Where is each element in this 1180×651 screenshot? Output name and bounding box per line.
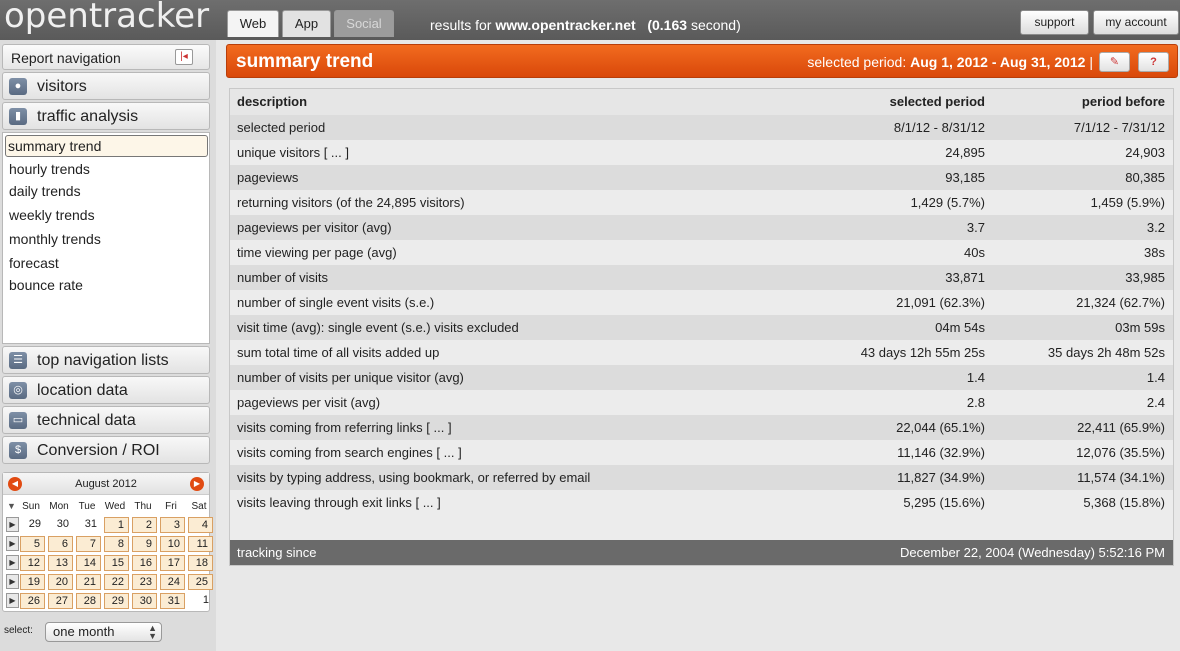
- row-selected-period: 43 days 12h 55m 25s: [860, 345, 985, 360]
- results-info: [430, 17, 741, 33]
- table-row: [230, 140, 1173, 165]
- tracking-since-row: [230, 540, 1173, 565]
- row-period-before: 11,574 (34.1%): [1077, 470, 1165, 485]
- row-description: pageviews per visitor (avg): [237, 220, 392, 235]
- calendar-day[interactable]: 29: [28, 518, 41, 530]
- row-selected-period: 33,871: [945, 270, 985, 285]
- calendar-day[interactable]: 30: [132, 593, 157, 609]
- calendar-day[interactable]: 17: [160, 555, 185, 571]
- row-description: visit time (avg): single event (s.e.) visits excluded: [237, 320, 519, 335]
- bar-chart-icon: ▮: [9, 108, 27, 125]
- period-select[interactable]: [45, 622, 162, 642]
- row-description: visits by typing address, using bookmark, or referred by email: [237, 470, 591, 485]
- calendar-day[interactable]: 22: [104, 574, 129, 590]
- table-row: [230, 315, 1173, 340]
- report-navigation-header: [2, 44, 210, 70]
- support-button[interactable]: support: [1020, 10, 1089, 35]
- column-header-period-before: period before: [1081, 94, 1165, 109]
- dollar-icon: $: [9, 442, 27, 459]
- row-period-before: 5,368 (15.8%): [1083, 495, 1165, 510]
- calendar-day[interactable]: 19: [20, 574, 45, 590]
- row-description: pageviews: [237, 170, 299, 185]
- results-unit: second): [690, 17, 741, 33]
- calendar-day[interactable]: 15: [104, 555, 129, 571]
- settings-wrench-icon[interactable]: ✎: [1099, 52, 1130, 72]
- calendar-day[interactable]: 12: [20, 555, 45, 571]
- sidebar-section-location-data[interactable]: [2, 376, 210, 404]
- row-description: number of single event visits (s.e.): [237, 295, 435, 310]
- row-selected-period: 3.7: [966, 220, 985, 235]
- next-month-icon[interactable]: ▶: [190, 477, 204, 491]
- row-description: number of visits per unique visitor (avg): [237, 370, 464, 385]
- tracking-since-label: tracking since: [237, 545, 317, 560]
- row-selected-period: 2.8: [966, 395, 985, 410]
- report-title-bar: [226, 44, 1178, 78]
- row-description: returning visitors (of the 24,895 visitors): [237, 195, 465, 210]
- row-selected-period: 11,146 (32.9%): [897, 445, 985, 460]
- row-period-before: 1,459 (5.9%): [1090, 195, 1165, 210]
- row-period-before: 3.2: [1146, 220, 1165, 235]
- sidebar-item-hourly-trends[interactable]: hourly trends: [9, 161, 90, 177]
- select-week-icon[interactable]: ▶: [6, 593, 19, 608]
- weekday-label: Mon: [49, 501, 69, 512]
- sidebar-item-daily-trends[interactable]: daily trends: [9, 183, 81, 199]
- page-title: summary trend: [236, 51, 374, 72]
- row-selected-period: 04m 54s: [935, 320, 985, 335]
- select-week-icon[interactable]: ▶: [6, 555, 19, 570]
- row-description[interactable]: visits coming from search engines [ ... ]: [237, 445, 462, 460]
- calendar-day[interactable]: 1: [202, 594, 209, 606]
- top-header: [0, 0, 1180, 40]
- select-week-icon[interactable]: ▶: [6, 517, 19, 532]
- row-period-before: 12,076 (35.5%): [1076, 445, 1165, 460]
- calendar-day[interactable]: 13: [48, 555, 73, 571]
- row-selected-period: 1.4: [966, 370, 985, 385]
- sidebar-section-traffic-analysis[interactable]: [2, 102, 210, 130]
- sidebar-section-label: technical data: [37, 412, 136, 429]
- report-navigation-label: Report navigation: [11, 50, 121, 66]
- table-row: [230, 115, 1173, 140]
- row-selected-period: 8/1/12 - 8/31/12: [893, 120, 985, 135]
- opentracker-logo[interactable]: opentracker: [4, 0, 210, 36]
- calendar-day[interactable]: 26: [20, 593, 45, 609]
- calendar-day[interactable]: 24: [160, 574, 185, 590]
- row-description: selected period: [237, 120, 326, 135]
- collapse-sidebar-icon[interactable]: |◂: [175, 49, 193, 65]
- calendar-day[interactable]: 2: [132, 517, 157, 533]
- row-description: pageviews per visit (avg): [237, 395, 381, 410]
- row-description[interactable]: visits leaving through exit links [ ... ]: [237, 495, 441, 510]
- sidebar-section-label: location data: [37, 382, 128, 399]
- calendar-day[interactable]: 7: [76, 536, 101, 552]
- sidebar-section-top-navigation-lists[interactable]: [2, 346, 210, 374]
- list-icon: ☰: [9, 352, 27, 369]
- calendar-day[interactable]: 21: [76, 574, 101, 590]
- calendar-day[interactable]: 27: [48, 593, 73, 609]
- table-row: [230, 415, 1173, 440]
- tab-web[interactable]: Web: [227, 10, 279, 37]
- period-prefix: selected period:: [807, 54, 907, 70]
- results-time: (0.163: [647, 17, 688, 33]
- weekday-label: Sat: [191, 501, 207, 512]
- monitor-icon: ▭: [9, 412, 27, 429]
- week-select-header-icon: ▼: [7, 501, 16, 511]
- help-button[interactable]: ?: [1138, 52, 1169, 72]
- row-description[interactable]: unique visitors [ ... ]: [237, 145, 349, 160]
- column-header-description: description: [237, 94, 308, 109]
- selected-period-info: [807, 54, 1093, 70]
- table-row: [230, 165, 1173, 190]
- sidebar-section-label: Conversion / ROI: [37, 442, 160, 459]
- calendar-day[interactable]: 3: [160, 517, 185, 533]
- table-header-row: [230, 89, 1173, 115]
- row-description: sum total time of all visits added up: [237, 345, 440, 360]
- tab-app[interactable]: App: [282, 10, 331, 37]
- row-period-before: 24,903: [1125, 145, 1165, 160]
- row-period-before: 2.4: [1146, 395, 1165, 410]
- row-selected-period: 1,429 (5.7%): [910, 195, 985, 210]
- sidebar-item-weekly-trends[interactable]: weekly trends: [9, 207, 95, 223]
- weekday-label: Fri: [165, 501, 177, 512]
- row-period-before: 1.4: [1146, 370, 1165, 385]
- weekday-label: Thu: [134, 501, 152, 512]
- sidebar-section-technical-data[interactable]: [2, 406, 210, 434]
- table-spacer: [230, 515, 1173, 540]
- row-selected-period: 22,044 (65.1%): [896, 420, 985, 435]
- calendar-day[interactable]: 6: [48, 536, 73, 552]
- calendar-day[interactable]: 14: [76, 555, 101, 571]
- period-value: Aug 1, 2012 - Aug 31, 2012: [910, 54, 1086, 70]
- period-select-value: one month: [53, 624, 115, 639]
- date-calendar: [2, 472, 210, 612]
- row-selected-period: 40s: [964, 245, 985, 260]
- row-selected-period: 93,185: [945, 170, 985, 185]
- period-separator: |: [1089, 54, 1093, 70]
- row-period-before: 7/1/12 - 7/31/12: [1073, 120, 1165, 135]
- sidebar-section-label: visitors: [37, 78, 87, 95]
- weekday-label: Sun: [22, 501, 40, 512]
- calendar-day[interactable]: 29: [104, 593, 129, 609]
- main-content: [226, 44, 1180, 651]
- calendar-header: [3, 473, 209, 495]
- row-selected-period: 5,295 (15.6%): [903, 495, 985, 510]
- table-row: [230, 490, 1173, 515]
- my-account-button[interactable]: my account: [1093, 10, 1179, 35]
- table-row: [230, 340, 1173, 365]
- select-week-icon[interactable]: ▶: [6, 574, 19, 589]
- calendar-day[interactable]: 31: [160, 593, 185, 609]
- row-period-before: 33,985: [1125, 270, 1165, 285]
- sidebar-section-visitors[interactable]: [2, 72, 210, 100]
- column-header-selected-period: selected period: [889, 94, 985, 109]
- row-selected-period: 21,091 (62.3%): [896, 295, 985, 310]
- weekday-label: Wed: [104, 501, 126, 512]
- tracking-since-value: December 22, 2004 (Wednesday) 5:52:16 PM: [900, 545, 1165, 560]
- sidebar-section-label: traffic analysis: [37, 108, 139, 125]
- sidebar-section-conversion-roi[interactable]: [2, 436, 210, 464]
- table-row: [230, 365, 1173, 390]
- calendar-day[interactable]: 31: [84, 518, 97, 530]
- calendar-day[interactable]: 25: [188, 574, 213, 590]
- person-icon: ●: [9, 78, 27, 95]
- summary-table: [229, 88, 1174, 566]
- globe-icon: ◎: [9, 382, 27, 399]
- calendar-day[interactable]: 11: [188, 536, 213, 552]
- calendar-day[interactable]: 18: [188, 555, 213, 571]
- calendar-month-label: August 2012: [75, 478, 137, 490]
- table-row: [230, 465, 1173, 490]
- table-row: [230, 215, 1173, 240]
- sidebar-item-summary-trend[interactable]: summary trend: [8, 138, 102, 154]
- results-site: www.opentracker.net: [495, 17, 636, 33]
- row-period-before: 80,385: [1125, 170, 1165, 185]
- select-arrows-icon: ▲ ▼: [148, 623, 157, 641]
- calendar-day[interactable]: 30: [56, 518, 69, 530]
- row-description: time viewing per page (avg): [237, 245, 397, 260]
- calendar-day[interactable]: 28: [76, 593, 101, 609]
- tab-social[interactable]: Social: [334, 10, 394, 37]
- calendar-day[interactable]: 8: [104, 536, 129, 552]
- sidebar: [0, 40, 216, 651]
- row-description[interactable]: visits coming from referring links [ ... ]: [237, 420, 452, 435]
- table-row: [230, 390, 1173, 415]
- sidebar-item-bounce-rate[interactable]: bounce rate: [9, 277, 83, 293]
- calendar-day[interactable]: 16: [132, 555, 157, 571]
- calendar-day[interactable]: 23: [132, 574, 157, 590]
- calendar-day[interactable]: 4: [188, 517, 213, 533]
- calendar-day[interactable]: 5: [20, 536, 45, 552]
- calendar-day[interactable]: 9: [132, 536, 157, 552]
- calendar-day[interactable]: 1: [104, 517, 129, 533]
- calendar-day[interactable]: 10: [160, 536, 185, 552]
- traffic-analysis-submenu: [2, 132, 210, 344]
- sidebar-section-label: top navigation lists: [37, 352, 169, 369]
- results-prefix: results for: [430, 17, 492, 33]
- sidebar-item-forecast[interactable]: forecast: [9, 255, 59, 271]
- weekday-label: Tue: [78, 501, 96, 512]
- select-week-icon[interactable]: ▶: [6, 536, 19, 551]
- calendar-day[interactable]: 20: [48, 574, 73, 590]
- table-row: [230, 440, 1173, 465]
- row-period-before: 38s: [1144, 245, 1165, 260]
- table-row: [230, 240, 1173, 265]
- row-selected-period: 24,895: [945, 145, 985, 160]
- prev-month-icon[interactable]: ◀: [8, 477, 22, 491]
- sidebar-item-monthly-trends[interactable]: monthly trends: [9, 231, 101, 247]
- row-period-before: 03m 59s: [1115, 320, 1165, 335]
- row-period-before: 22,411 (65.9%): [1077, 420, 1165, 435]
- row-description: number of visits: [237, 270, 329, 285]
- table-row: [230, 290, 1173, 315]
- row-selected-period: 11,827 (34.9%): [897, 470, 985, 485]
- table-row: [230, 265, 1173, 290]
- period-select-label: select:: [4, 625, 33, 636]
- row-period-before: 35 days 2h 48m 52s: [1047, 345, 1165, 360]
- row-period-before: 21,324 (62.7%): [1076, 295, 1165, 310]
- table-row: [230, 190, 1173, 215]
